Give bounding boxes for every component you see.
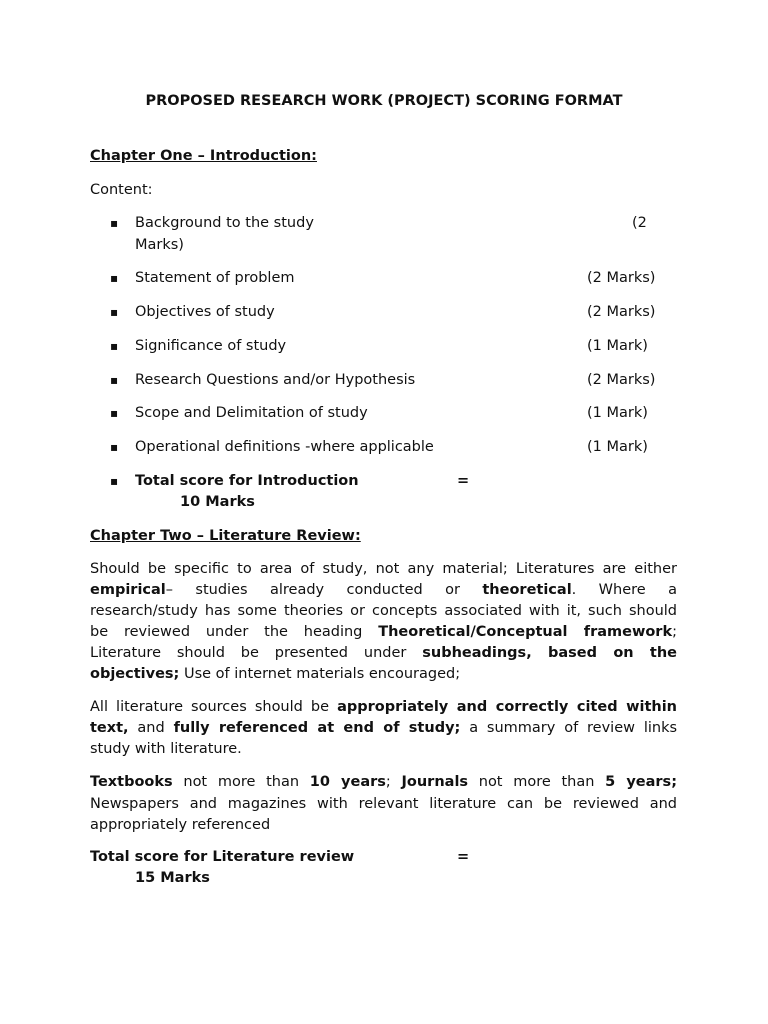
text-run: Use of internet materials encouraged;	[183, 666, 461, 682]
literature-total-value: 15 Marks	[135, 870, 210, 886]
text-run: Should be specific to area of study, not any material; Literatures are either	[90, 561, 677, 577]
list-item-label: Objectives of study	[135, 304, 275, 320]
paragraph-line	[90, 622, 677, 642]
bold-term: fully referenced at end of study;	[173, 720, 461, 736]
literature-total-label: Total score for Literature review	[90, 849, 355, 865]
list-item-marks: (1 Mark)	[587, 439, 648, 455]
text-run: a summary of review links	[469, 720, 678, 736]
text-run: be reviewed under the heading	[90, 624, 363, 640]
bullet-icon: ▪	[110, 406, 119, 420]
chapter-two-heading: Chapter Two – Literature Review:	[90, 528, 361, 544]
introduction-total-label: Total score for Introduction	[135, 473, 359, 489]
bold-term: Journals	[401, 774, 469, 790]
list-item-marks: (1 Mark)	[587, 338, 648, 354]
bullet-icon: ▪	[110, 305, 119, 319]
text-run: not more than	[183, 774, 300, 790]
text-run: ;	[385, 774, 391, 790]
list-item-marks-continued: Marks)	[135, 237, 184, 253]
paragraph-line	[90, 772, 677, 792]
paragraph-line	[90, 580, 677, 600]
bullet-icon: ▪	[110, 373, 119, 387]
list-item-label: Scope and Delimitation of study	[135, 405, 368, 421]
document-title: PROPOSED RESEARCH WORK (PROJECT) SCORING FORMAT	[145, 93, 623, 109]
bold-term: empirical	[90, 582, 166, 598]
paragraph-line	[90, 601, 677, 621]
paragraph-line	[90, 815, 270, 835]
bold-term: theoretical	[482, 582, 572, 598]
list-item-label: Operational definitions -where applicable	[135, 439, 434, 455]
list-item-label: Statement of problem	[135, 270, 295, 286]
list-item-label: Research Questions and/or Hypothesis	[135, 372, 416, 388]
text-run: ;	[672, 624, 677, 640]
chapter-one-heading: Chapter One – Introduction:	[90, 148, 317, 164]
text-run: study with literature.	[90, 741, 242, 757]
paragraph-line	[90, 643, 677, 663]
bold-term: objectives;	[90, 666, 180, 682]
bold-term: 5 years;	[605, 774, 677, 790]
bold-term: appropriately and correctly cited within	[337, 699, 677, 715]
text-run: . Where a	[571, 582, 677, 598]
list-item-marks: (1 Mark)	[587, 405, 648, 421]
list-item-marks: (2 Marks)	[587, 270, 656, 286]
bold-term: Textbooks	[90, 774, 173, 790]
paragraph-line	[90, 664, 460, 684]
bullet-icon: ▪	[110, 440, 119, 454]
text-run: and	[137, 720, 165, 736]
text-run: not more than	[478, 774, 595, 790]
text-run: research/study has some theories or concepts associated with it, such should	[90, 603, 677, 619]
list-item-marks: (2	[632, 215, 647, 231]
bullet-icon: ▪	[110, 271, 119, 285]
bold-term: subheadings, based on the	[422, 645, 678, 661]
list-item-label: Significance of study	[135, 338, 287, 354]
bold-term: text,	[90, 720, 129, 736]
bullet-icon: ▪	[110, 339, 119, 353]
introduction-total-equals: =	[457, 473, 470, 489]
bullet-icon: ▪	[110, 474, 119, 488]
paragraph-line	[90, 559, 677, 579]
literature-total-equals: =	[457, 849, 470, 865]
content-label: Content:	[90, 182, 153, 198]
paragraph-line	[90, 718, 677, 738]
paragraph-line	[90, 794, 677, 814]
text-run: appropriately referenced	[90, 817, 271, 833]
text-run: All literature sources should be	[90, 699, 330, 715]
list-item-marks: (2 Marks)	[587, 304, 656, 320]
text-run: Newspapers and magazines with relevant literature can be reviewed and	[90, 796, 677, 812]
list-item-label: Background to the study	[135, 215, 314, 231]
text-run: – studies already conducted or	[165, 582, 460, 598]
text-run: Literature should be presented under	[90, 645, 407, 661]
bold-term: Theoretical/Conceptual framework	[378, 624, 673, 640]
paragraph-line	[90, 697, 677, 717]
paragraph-line	[90, 739, 242, 759]
introduction-total-value: 10 Marks	[180, 494, 255, 510]
bullet-icon: ▪	[110, 216, 119, 230]
list-item-marks: (2 Marks)	[587, 372, 656, 388]
bold-term: 10 years	[309, 774, 386, 790]
